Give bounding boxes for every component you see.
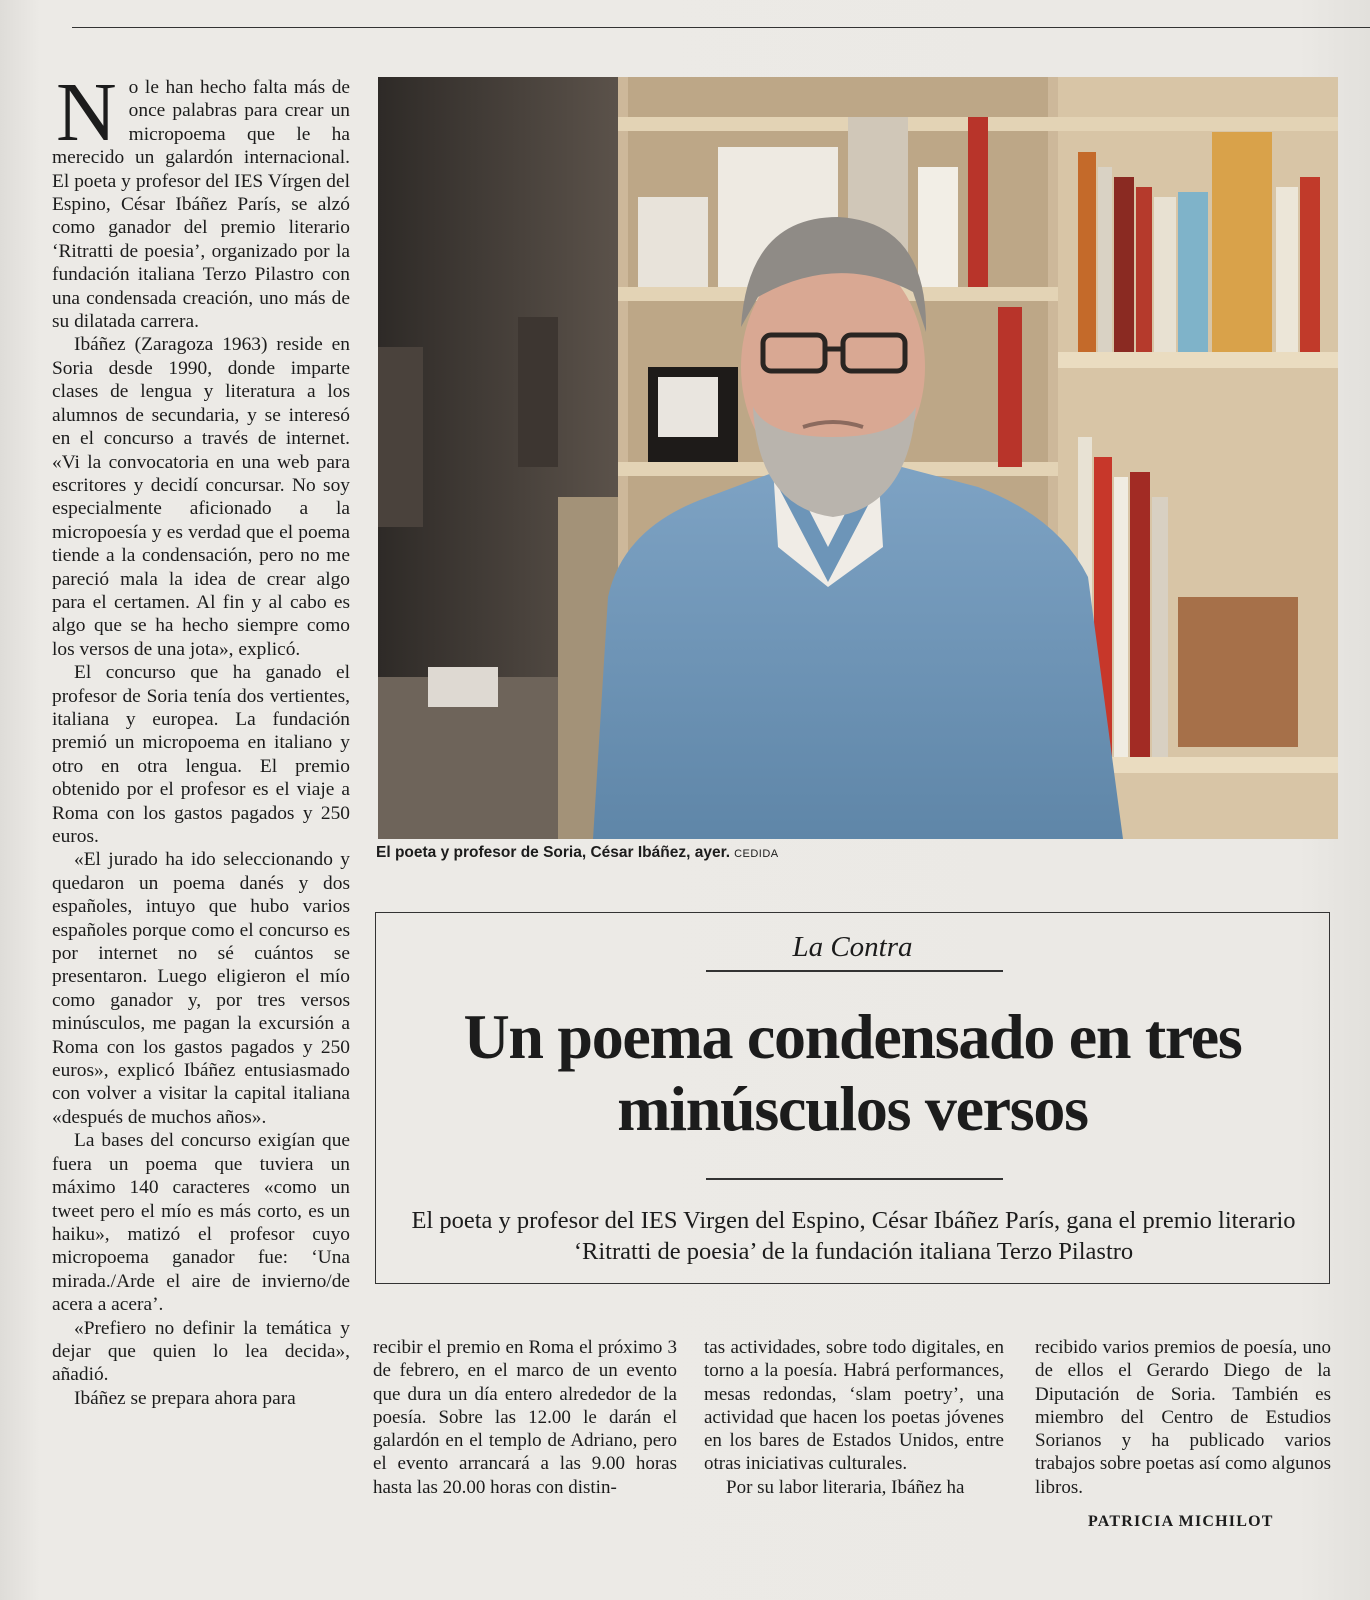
- paragraph: Ibáñez se prepara ahora para: [74, 1387, 296, 1409]
- rule-top: [706, 970, 1003, 972]
- paragraph-lead: No le han hecho falta más de once palabras para crear un micropoema que le ha merecido un galardón internacional. El poeta y profesor del IES Vírgen del Espino, César Ibáñez París, se alzó como ganador del premio literario ‘Ritratti de poesia’, organizado por la fundación italiana Terzo Pilastro con una condensada creación, uno más de su dilatada carrera.: [52, 66, 350, 333]
- paragraph: El concurso que ha ganado el profesor de Soria tenía dos vertientes, italiana y europea. La fundación premió un micropoema en italiano y otro en otra lengua. El premio obtenido por el profesor es el viaje a Roma con los gastos pagados y 250 euros.: [52, 662, 350, 847]
- column-3: [704, 1336, 1004, 1499]
- column-4: [1035, 1336, 1331, 1499]
- headline: Un poema condensado en tres minúsculos versos: [463, 1001, 1242, 1144]
- column-2: [373, 1336, 677, 1499]
- paragraph: recibido varios premios de poesía, uno de ellos el Gerardo Diego de la Diputación de Soria. También es miembro del Centro de Estudios Sorianos y ha publicado varios trabajos sobre poetas así como algunos libros.: [1035, 1337, 1332, 1498]
- paragraph: Ibáñez (Zaragoza 1963) reside en Soria desde 1990, donde imparte clases de lengua y literatura a los alumnos de secundaria, y se interesó en el concurso a través de internet. «Vi la convocatoria en una web para escritores y decidí concursar. No soy especialmente aficionado a la micropoesía y es verdad que el poema tiende a la condensación, pero no me pareció mala la idea de crear algo para el certamen. Al fin y al cabo es algo que se ha hecho siempre como los versos de una jota», explicó.: [52, 334, 350, 660]
- dropcap: N: [56, 66, 117, 159]
- left-column: [52, 66, 350, 1410]
- paragraph: «Prefiero no definir la temática y dejar que quien lo lea decida», añadió.: [52, 1317, 350, 1386]
- headline-box: [375, 912, 1330, 1284]
- photo-illustration: [378, 77, 1338, 839]
- photo-credit: CEDIDA: [734, 848, 779, 860]
- rule-bottom: [706, 1178, 1003, 1180]
- paragraph: Por su labor literaria, Ibáñez ha: [726, 1476, 965, 1498]
- byline: PATRICIA MICHILOT: [1088, 1513, 1274, 1530]
- caption-text: El poeta y profesor de Soria, César Ibáñez, ayer.: [376, 844, 731, 861]
- paragraph: recibir el premio en Roma el próximo 3 de febrero, en el marco de un evento que dura un día entero alrededor de la poesía. Sobre las 12.00 le darán el galardón en el templo de Adriano, pero el evento arrancará a las 9.00 horas hasta las 20.00 horas con distin-: [373, 1337, 677, 1498]
- portrait-photo: [378, 77, 1338, 839]
- paragraph: tas actividades, sobre todo digitales, en torno a la poesía. Habrá performances, mesas redondas, ‘slam poetry’, una actividad que hacen los poetas jóvenes en los bares de Estados Unidos, entre otras iniciativas culturales.: [704, 1337, 1004, 1475]
- paragraph: «El jurado ha ido seleccionando y quedaron un poema danés y dos españoles, intuyo que hubo varios españoles porque como el concurso es por internet no sé cuántos se presentaron. Luego eligieron el mío como ganador y, por tres versos minúsculos, me pagan la excursión a Roma con los gastos pagados y 250 euros», explicó Ibáñez entusiasmado con volver a visitar la capital italiana «después de muchos años».: [52, 849, 350, 1128]
- subheadline: El poeta y profesor del IES Virgen del Espino, César Ibáñez París, gana el premio literario ‘Ritratti de poesia’ de la fundación italiana Terzo Pilastro: [411, 1207, 1296, 1265]
- photo-caption: [376, 844, 1276, 862]
- section-label: La Contra: [792, 931, 913, 963]
- top-rule: [72, 27, 1370, 28]
- paragraph: La bases del concurso exigían que fuera un poema que tuviera un máximo 140 caracteres «como un tweet pero el mío es más corto, es un haiku», matizó el profesor cuyo micropoema ganador fue: ‘Una mirada./Arde el aire de invierno/de acera a acera’.: [52, 1130, 350, 1316]
